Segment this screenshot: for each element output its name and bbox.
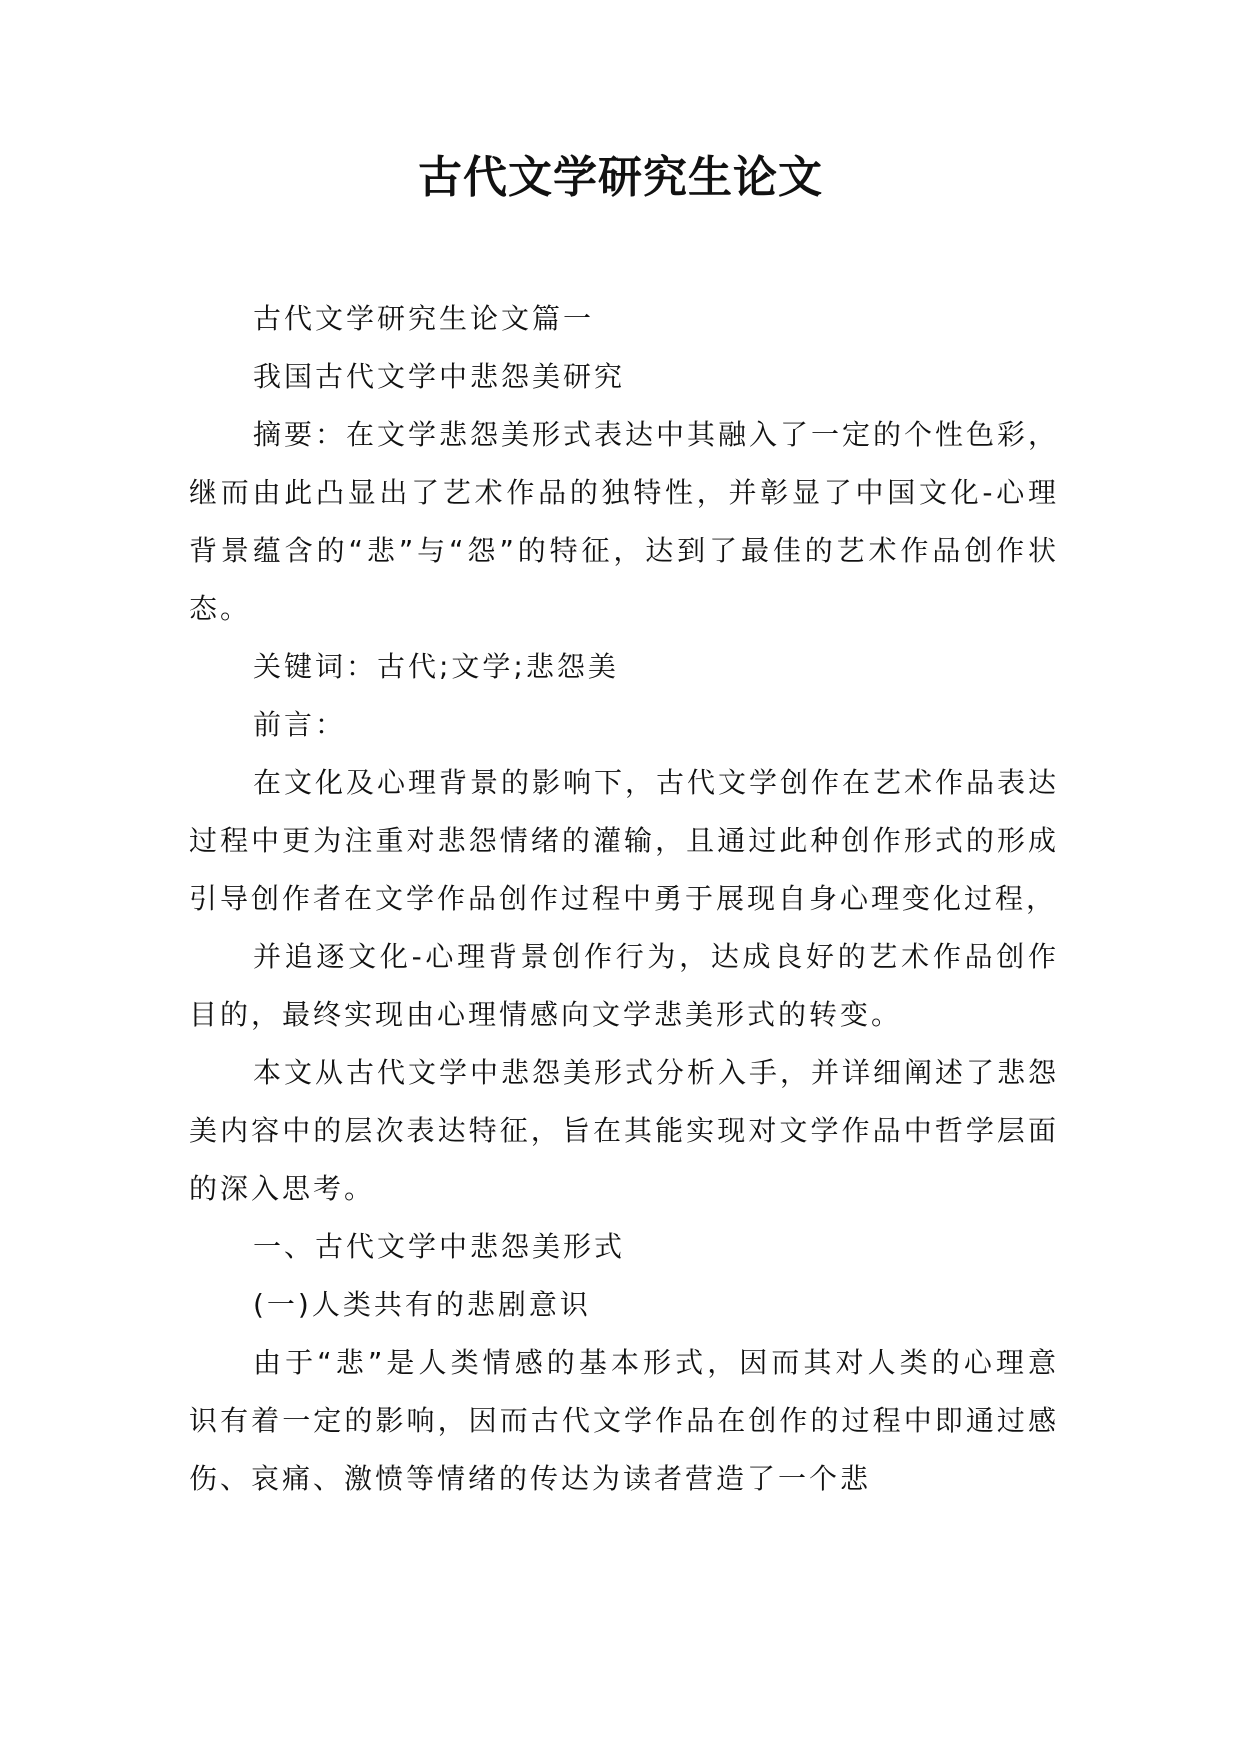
abstract-paragraph: 摘要：在文学悲怨美形式表达中其融入了一定的个性色彩，继而由此凸显出了艺术作品的独特性，并彰显了中国文化-心理背景蕴含的“悲”与“怨”的特征，达到了最佳的艺术作品创作状态。 — [189, 418, 1060, 625]
document-body — [189, 290, 1059, 1508]
body-paragraph: 由于“悲”是人类情感的基本形式，因而其对人类的心理意识有着一定的影响，因而古代文学作品在创作的过程中即通过感伤、哀痛、激愤等情绪的传达为读者营造了一个悲 — [189, 1346, 1059, 1495]
keywords-line: 关键词：古代;文学;悲怨美 — [253, 650, 619, 683]
article-title: 我国古代文学中悲怨美研究 — [253, 360, 626, 393]
chapter-heading: 一、古代文学中悲怨美形式 — [253, 1230, 626, 1263]
preface-heading: 前言： — [253, 708, 347, 741]
body-paragraph: 本文从古代文学中悲怨美形式分析入手，并详细阐述了悲怨美内容中的层次表达特征，旨在其能实现对文学作品中哲学层面的深入思考。 — [189, 1056, 1060, 1205]
document-title: 古代文学研究生论文 — [418, 152, 823, 203]
body-paragraph: 在文化及心理背景的影响下，古代文学创作在艺术作品表达过程中更为注重对悲怨情绪的灌输，且通过此种创作形式的形成引导创作者在文学作品创作过程中勇于展现自身心理变化过程， — [189, 766, 1060, 915]
section-heading: 古代文学研究生论文篇一 — [253, 302, 595, 335]
subsection-heading: (一)人类共有的悲剧意识 — [253, 1288, 591, 1321]
body-paragraph: 并追逐文化-心理背景创作行为，达成良好的艺术作品创作目的，最终实现由心理情感向文学悲美形式的转变。 — [189, 940, 1059, 1031]
